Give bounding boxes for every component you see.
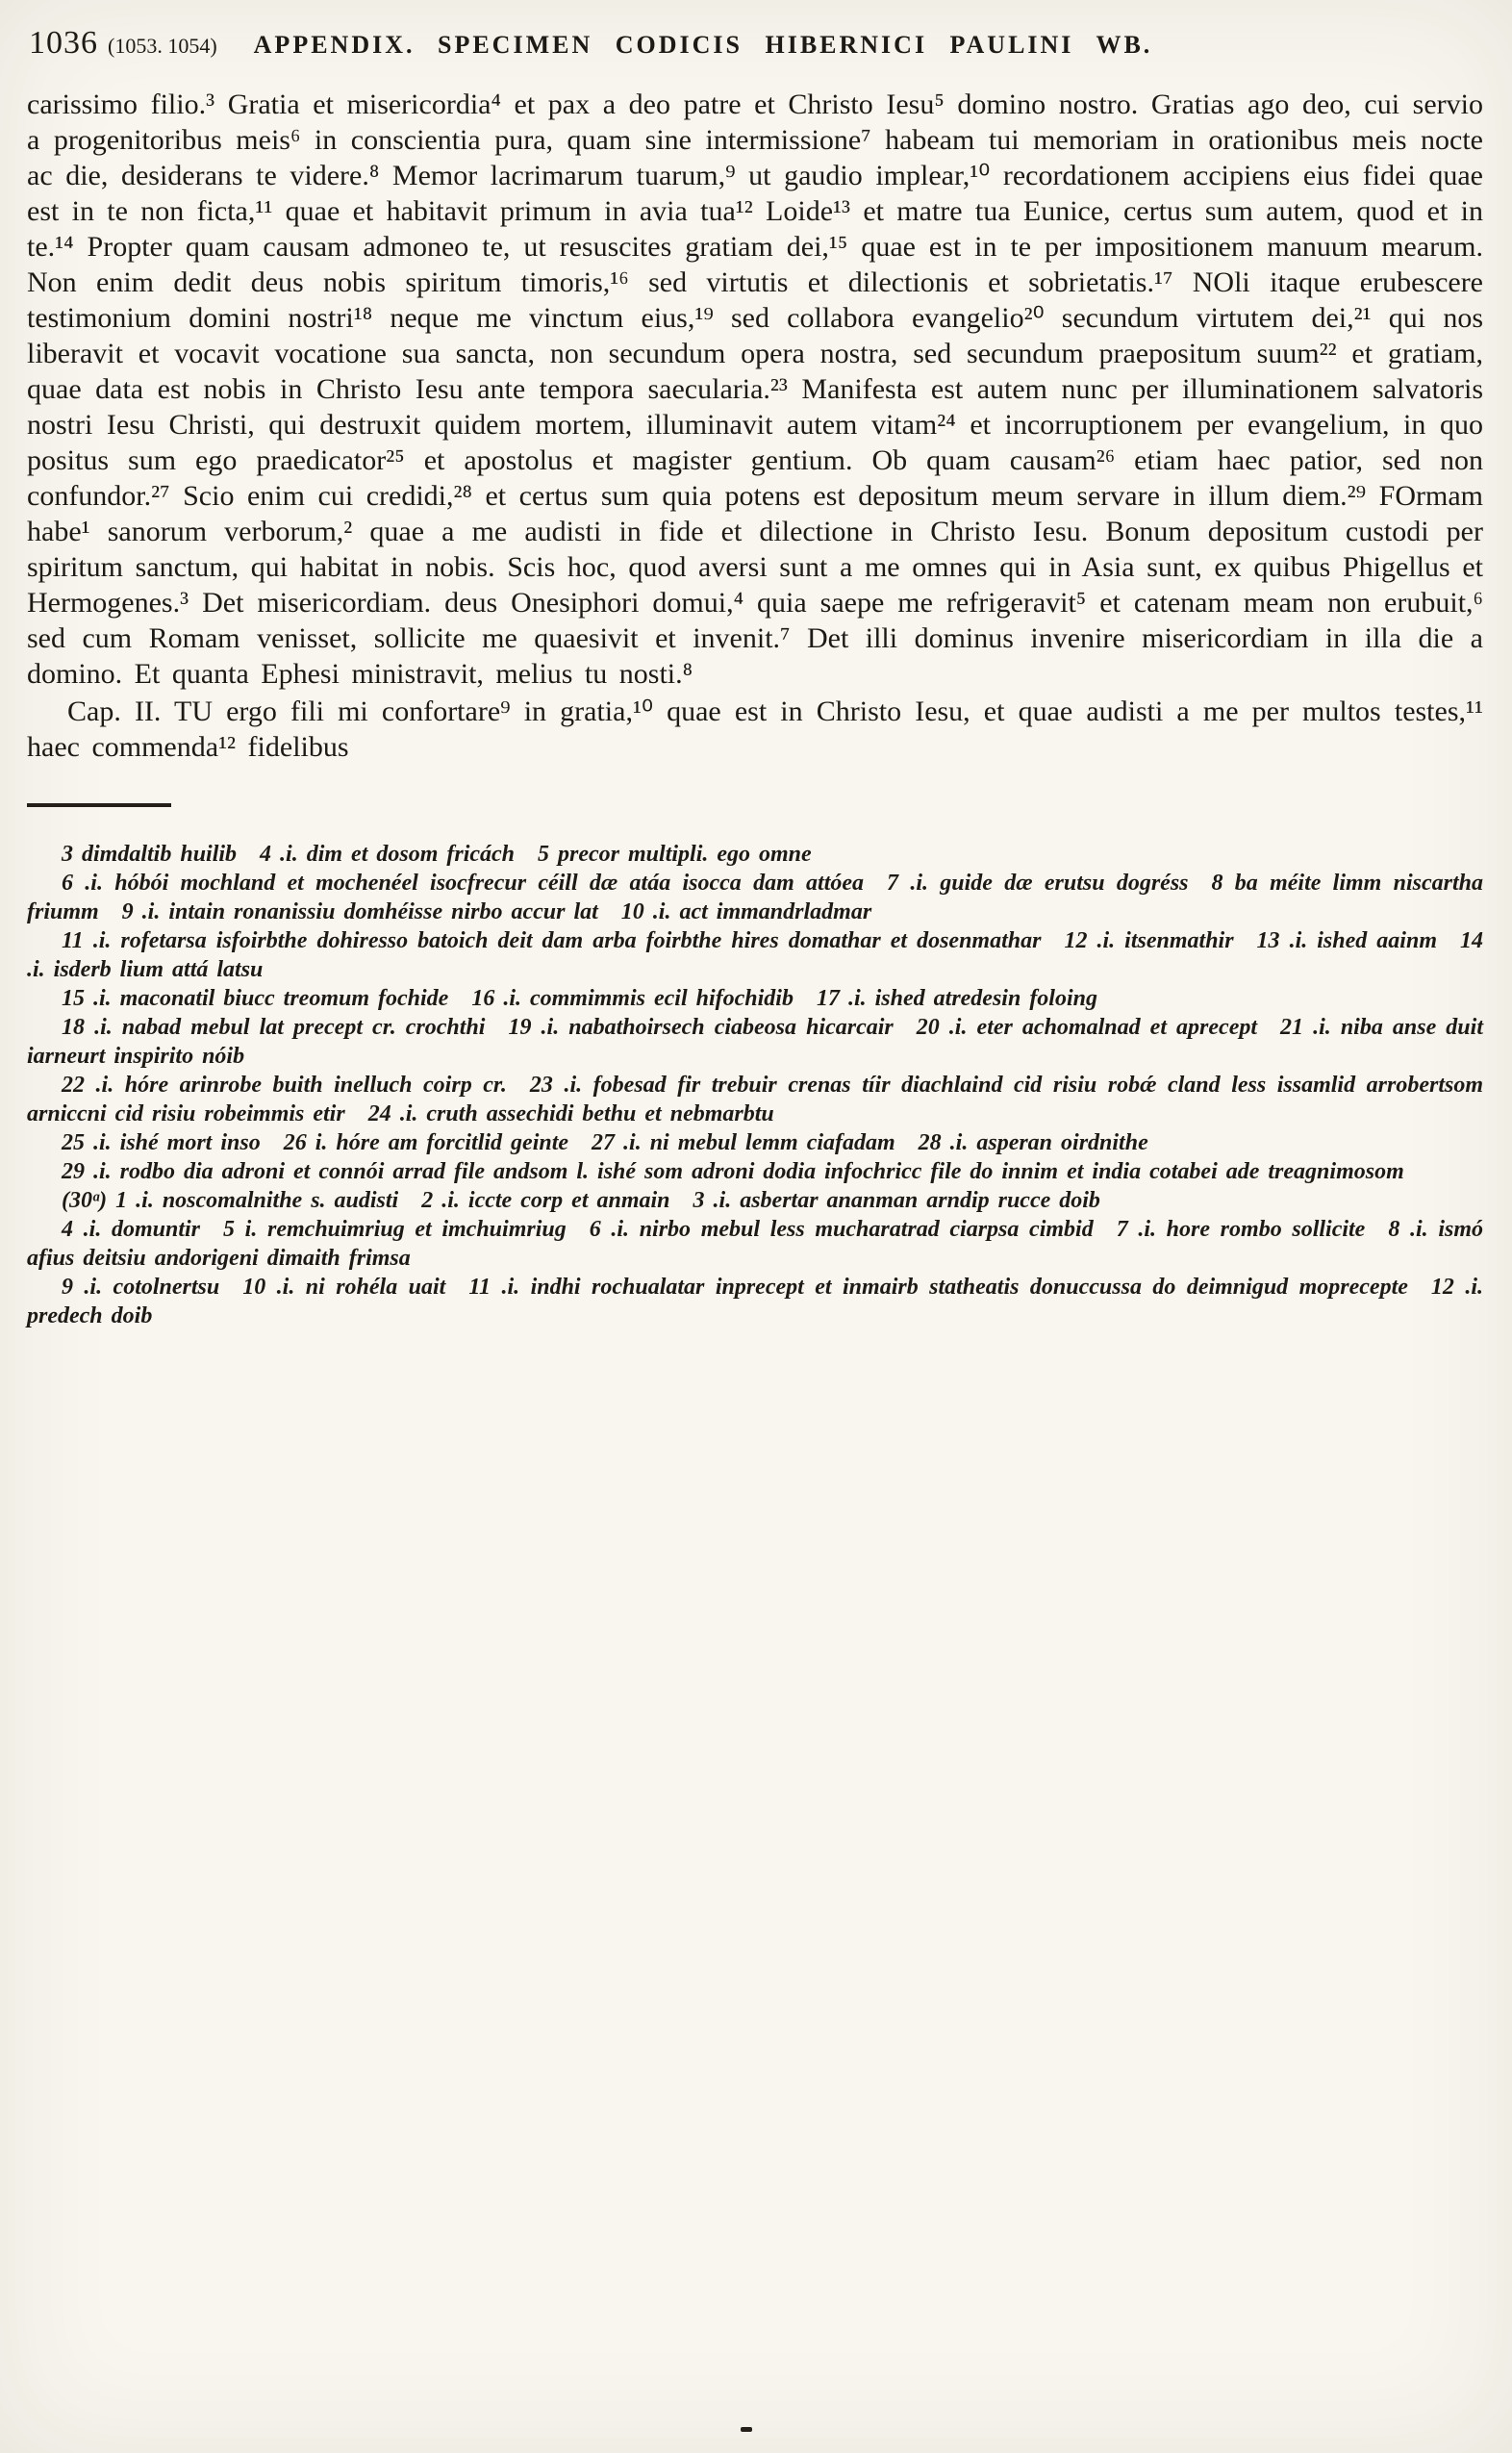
- page-number: 1036: [29, 25, 98, 61]
- footnote-paragraph: 9 .i. cotolnertsu 10 .i. ni rohéla uait 11 .i. indhi rochualatar inprecept et inmairb statheatis donuccussa do deimnigud moprecepte 12 .i. predech doib: [27, 1275, 1483, 1328]
- footnote-paragraph: 18 .i. nabad mebul lat precept cr. crochthi 19 .i. nabathoirsech ciabeosa hicarcair 20 .i. eter achomalnad et aprecept 21 .i. niba anse duit iarneurt inspirito nóib: [27, 1015, 1483, 1069]
- column-reference: (1053. 1054): [108, 34, 217, 58]
- footnote-separator: [27, 803, 171, 807]
- footnote-paragraph: (30ᵃ) 1 .i. noscomalnithe s. audisti 2 .i. iccte corp et anmain 3 .i. asbertar ananman arndip rucce doib: [62, 1188, 1100, 1213]
- footnote-paragraph: 3 dimdaltib huilib 4 .i. dim et dosom fricách 5 precor multipli. ego omne: [62, 842, 812, 867]
- bottom-mark: [741, 2427, 752, 2432]
- footnote-paragraph: 22 .i. hóre arinrobe buith inelluch coirp cr. 23 .i. fobesad fir trebuir crenas tíir diachlaind cid risiu robǽ cland less issamlid arrobertsom arniccni cid risiu robeimmis etir 24 .i. cruth assechidi bethu et nebmarbtu: [27, 1073, 1483, 1126]
- footnote-paragraph: 6 .i. hóbói mochland et mochenéel isocfrecur céill dæ atáa isocca dam attóea 7 .i. guide dæ erutsu dogréss 8 ba méite limm niscartha friumm 9 .i. intain ronanissiu domhéisse nirbo accur lat 10 .i. act immandrladmar: [27, 871, 1483, 924]
- footnote-paragraph: 25 .i. ishé mort inso 26 i. hóre am forcitlid geinte 27 .i. ni mebul lemm ciafadam 28 .i. asperan oirdnithe: [62, 1130, 1148, 1155]
- footnote-paragraph: 15 .i. maconatil biucc treomum fochide 16 .i. commimmis ecil hifochidib 17 .i. ished atredesin foloing: [62, 986, 1097, 1011]
- footnote-paragraph: 4 .i. domuntir 5 i. remchuimriug et imchuimriug 6 .i. nirbo mebul less mucharatrad ciarpsa cimbid 7 .i. hore rombo sollicite 8 .i. ismó afius deitsiu andorigeni dimaith frimsa: [27, 1217, 1483, 1271]
- footnotes-block: [27, 840, 1483, 1330]
- body-paragraph: Cap. II. TU ergo fili mi confortare⁹ in gratia,¹⁰ quae est in Christo Iesu, et quae audisti a me per multos testes,¹¹ haec commenda¹² fidelibus: [27, 695, 1483, 763]
- header-title: APPENDIX. SPECIMEN CODICIS HIBERNICI PAULINI WB.: [253, 31, 1153, 59]
- footnote-paragraph: 11 .i. rofetarsa isfoirbthe dohiresso batoich deit dam arba foirbthe hires domathar et dosenmathar 12 .i. itsenmathir 13 .i. ished aainm 14 .i. isderb lium attá latsu: [27, 928, 1483, 982]
- footnote-paragraph: 29 .i. rodbo dia adroni et connói arrad file andsom l. ishé som adroni dodia infochricc file do innim et india cotabei ade treagnimosom: [62, 1159, 1404, 1184]
- page-header: [0, 0, 1512, 62]
- body-text: [27, 87, 1483, 765]
- body-paragraph: carissimo filio.³ Gratia et misericordia⁴ et pax a deo patre et Christo Iesu⁵ domino nostro. Gratias ago deo, cui servio a progenitoribus meis⁶ in conscientia pura, quam sine intermissione⁷ habeam tui memoriam in orationibus meis nocte ac die, desiderans te videre.⁸ Memor lacrimarum tuarum,⁹ ut gaudio implear,¹⁰ recordationem accipiens eius fidei quae est in te non ficta,¹¹ quae et habitavit primum in avia tua¹² Loide¹³ et matre tua Eunice, certus sum autem, quod et in te.¹⁴ Propter quam causam admoneo te, ut resuscites gratiam dei,¹⁵ quae est in te per impositionem manuum mearum. Non enim dedit deus nobis spiritum timoris,¹⁶ sed virtutis et dilectionis et sobrietatis.¹⁷ NOli itaque erubescere testimonium domini nostri¹⁸ neque me vinctum eius,¹⁹ sed collabora evangelio²⁰ secundum virtutem dei,²¹ qui nos liberavit et vocavit vocatione sua sancta, non secundum opera nostra, sed secundum praepositum suum²² et gratiam, quae data est nobis in Christo Iesu ante tempora saecularia.²³ Manifesta est autem nunc per illuminationem salvatoris nostri Iesu Christi, qui destruxit quidem mortem, illuminavit autem vitam²⁴ et incorruptionem per evangelium, in quo positus sum ego praedicator²⁵ et apostolus et magister gentium. Ob quam causam²⁶ etiam haec patior, sed non confundor.²⁷ Scio enim cui credidi,²⁸ et certus sum quia potens est depositum meum servare in illum diem.²⁹ FOrmam habe¹ sanorum verborum,² quae a me audisti in fide et dilectione in Christo Iesu. Bonum depositum custodi per spiritum sanctum, qui habitat in nobis. Scis hoc, quod aversi sunt a me omnes qui in Asia sunt, ex quibus Phigellus et Hermogenes.³ Det misericordiam. deus Onesiphori domui,⁴ quia saepe me refrigeravit⁵ et catenam meam non erubuit,⁶ sed cum Romam venisset, sollicite me quaesivit et invenit.⁷ Det illi dominus invenire misericordiam in illa die a domino. Et quanta Ephesi ministravit, melius tu nosti.⁸: [27, 89, 1483, 690]
